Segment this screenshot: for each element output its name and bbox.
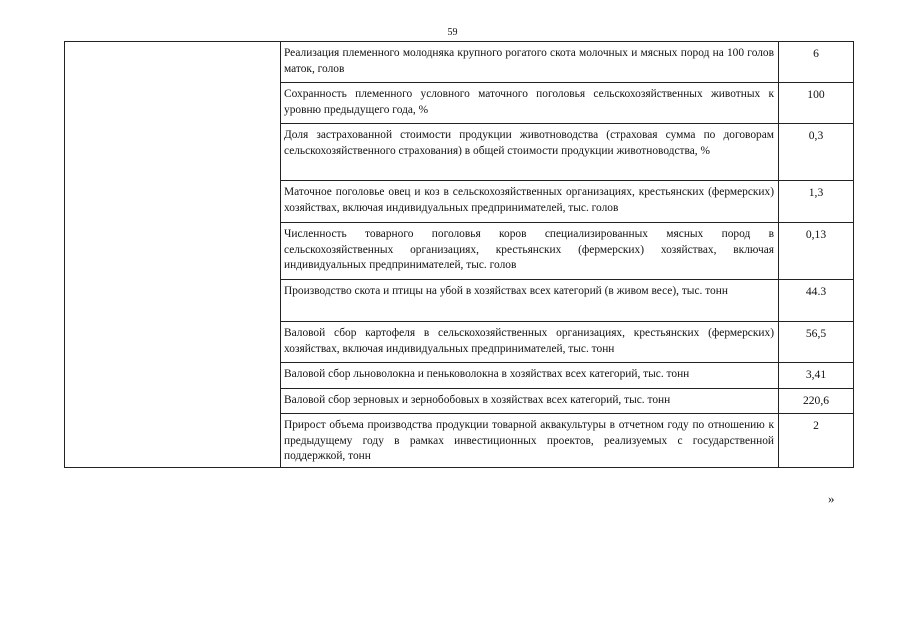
table-row — [281, 414, 853, 467]
table-rows — [281, 42, 853, 467]
indicator-cell: Доля застрахованной стоимости продукции животноводства (страховая сумма по договорам сельскохозяйственного страхования) в общей стоимости продукции животноводства, % — [284, 129, 774, 157]
value-cell: 0,3 — [778, 124, 853, 180]
indicators-table — [64, 41, 854, 468]
table-row — [281, 181, 853, 223]
value-cell: 56,5 — [778, 322, 853, 362]
indicator-cell: Валовой сбор зерновых и зернобобовых в хозяйствах всех категорий, тыс. тонн — [284, 394, 671, 406]
value-cell: 1,3 — [778, 181, 853, 222]
table-row — [281, 389, 853, 414]
table-row — [281, 322, 853, 363]
value-cell: 44.3 — [778, 280, 853, 321]
page-number: 59 — [447, 27, 458, 38]
value-cell: 3,41 — [778, 363, 853, 388]
value-cell: 6 — [778, 42, 853, 82]
indicator-cell: Производство скота и птицы на убой в хозяйствах всех категорий (в живом весе), тыс. тонн — [284, 285, 728, 297]
indicator-cell: Численность товарного поголовья коров специализированных мясных пород в сельскохозяйственных организациях, крестьянских (фермерских) хозяйствах, включая индивидуальных предпринимателей, тыс. голов — [284, 228, 774, 272]
table-row — [281, 223, 853, 280]
indicator-cell: Валовой сбор льноволокна и пеньковолокна в хозяйствах всех категорий, тыс. тонн — [284, 368, 690, 380]
indicator-cell: Прирост объема производства продукции товарной аквакультуры в отчетном году по отношению к предыдущему году в рамках инвестиционных проектов, реализуемых с государственной поддержкой, тонн — [284, 419, 774, 463]
table-row — [281, 42, 853, 83]
value-cell: 100 — [778, 83, 853, 123]
value-cell: 220,6 — [778, 389, 853, 413]
value-cell: 2 — [778, 414, 853, 467]
table-row — [281, 280, 853, 322]
table-row — [281, 363, 853, 389]
closing-quote-mark: » — [828, 491, 835, 506]
table-left-column — [65, 42, 281, 467]
indicator-cell: Реализация племенного молодняка крупного рогатого скота молочных и мясных пород на 100 голов маток, голов — [284, 47, 774, 75]
indicator-cell: Сохранность племенного условного маточного поголовья сельскохозяйственных животных к уровню предыдущего года, % — [284, 88, 774, 116]
indicator-cell: Маточное поголовье овец и коз в сельскохозяйственных организациях, крестьянских (фермерских) хозяйствах, включая индивидуальных предпринимателей, тыс. голов — [284, 186, 774, 214]
table-row — [281, 124, 853, 181]
indicator-cell: Валовой сбор картофеля в сельскохозяйственных организациях, крестьянских (фермерских) хозяйствах, включая индивидуальных предпринимателей, тыс. тонн — [284, 327, 774, 355]
value-cell: 0,13 — [778, 223, 853, 279]
table-row — [281, 83, 853, 124]
